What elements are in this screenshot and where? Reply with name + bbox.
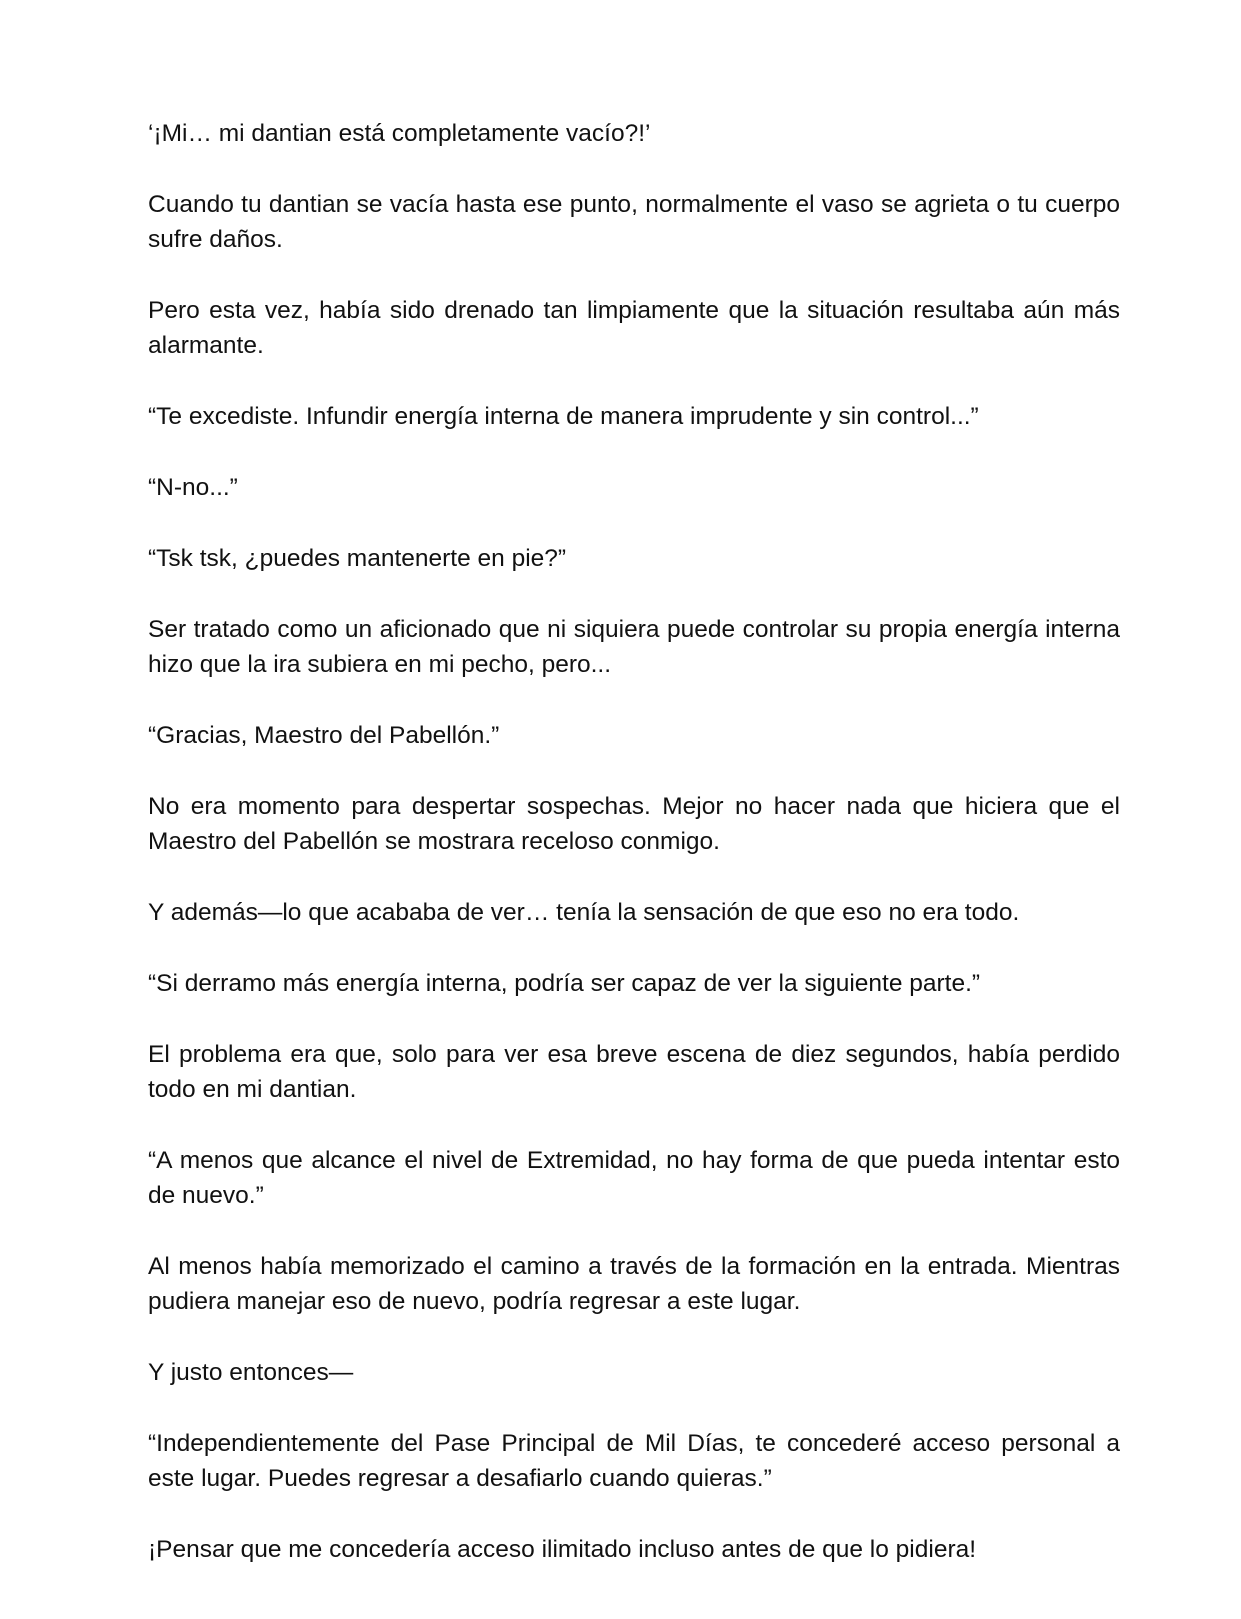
paragraph: “A menos que alcance el nivel de Extremidad, no hay forma de que pueda intentar esto de nuevo.” bbox=[148, 1147, 1120, 1209]
document-body bbox=[148, 116, 1120, 1603]
paragraph: El problema era que, solo para ver esa breve escena de diez segundos, había perdido todo en mi dantian. bbox=[148, 1041, 1120, 1103]
paragraph: Y justo entonces— bbox=[148, 1359, 354, 1386]
paragraph: “Te excediste. Infundir energía interna de manera imprudente y sin control...” bbox=[148, 403, 979, 430]
paragraph: ¡Pensar que me concedería acceso ilimitado incluso antes de que lo pidiera! bbox=[148, 1536, 977, 1563]
paragraph: Cuando tu dantian se vacía hasta ese punto, normalmente el vaso se agrieta o tu cuerpo sufre daños. bbox=[148, 191, 1120, 253]
paragraph: “N-no...” bbox=[148, 474, 238, 501]
paragraph: “Si derramo más energía interna, podría ser capaz de ver la siguiente parte.” bbox=[148, 970, 981, 997]
paragraph: “Independientemente del Pase Principal de Mil Días, te concederé acceso personal a este lugar. Puedes regresar a desafiarlo cuando quieras.” bbox=[148, 1430, 1120, 1492]
paragraph: ‘¡Mi… mi dantian está completamente vacío?!’ bbox=[148, 120, 651, 147]
paragraph: Y además—lo que acababa de ver… tenía la sensación de que eso no era todo. bbox=[148, 899, 1020, 926]
paragraph: Pero esta vez, había sido drenado tan limpiamente que la situación resultaba aún más alarmante. bbox=[148, 297, 1120, 359]
paragraph: Al menos había memorizado el camino a través de la formación en la entrada. Mientras pudiera manejar eso de nuevo, podría regresar a este lugar. bbox=[148, 1253, 1120, 1315]
paragraph: Ser tratado como un aficionado que ni siquiera puede controlar su propia energía interna hizo que la ira subiera en mi pecho, pero... bbox=[148, 616, 1120, 678]
paragraph: No era momento para despertar sospechas. Mejor no hacer nada que hiciera que el Maestro del Pabellón se mostrara receloso conmigo. bbox=[148, 793, 1120, 855]
paragraph: “Gracias, Maestro del Pabellón.” bbox=[148, 722, 500, 749]
paragraph: “Tsk tsk, ¿puedes mantenerte en pie?” bbox=[148, 545, 567, 572]
